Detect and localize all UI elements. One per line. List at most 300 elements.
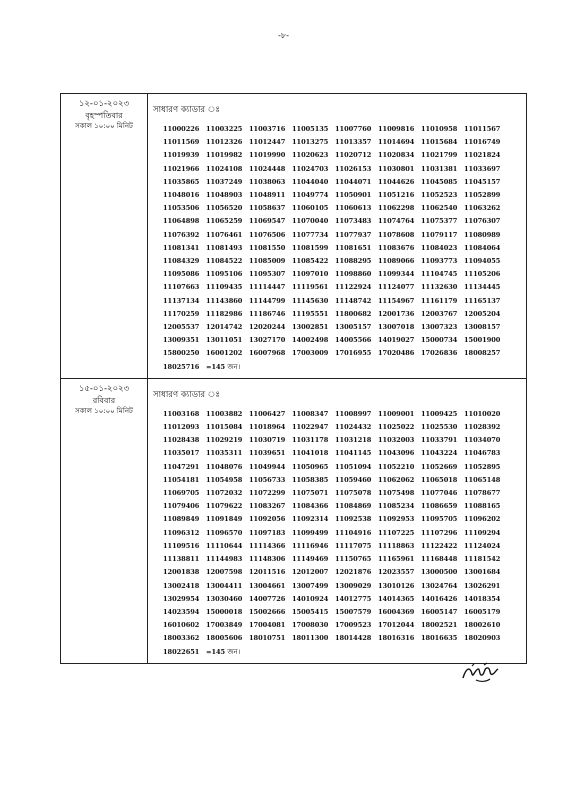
- roll-number: 11122422: [421, 541, 458, 550]
- roll-number: 17003849: [206, 621, 243, 630]
- roll-number: 18008257: [464, 349, 501, 358]
- roll-number: 11076461: [206, 230, 243, 239]
- roll-number: 11145630: [292, 296, 329, 305]
- roll-number: 11025530: [421, 423, 458, 432]
- roll-number: 12005537: [163, 323, 200, 332]
- roll-number: 13011051: [206, 336, 243, 345]
- roll-number: 11165137: [464, 296, 501, 305]
- roll-number: 15002666: [249, 607, 286, 616]
- roll-number: 11144983: [206, 555, 243, 564]
- roll-number: 11107296: [421, 528, 458, 537]
- roll-number: 11085234: [378, 502, 415, 511]
- roll-number: 11110644: [206, 541, 243, 550]
- roll-number: 11030801: [378, 164, 415, 173]
- roll-number: 11149469: [292, 555, 329, 564]
- roll-number: 13007499: [292, 581, 329, 590]
- roll-number: 11028438: [163, 436, 200, 445]
- roll-number: 18002610: [464, 621, 501, 630]
- session-time: সকাল ১০:০০ মিনিট: [75, 406, 133, 415]
- roll-number: 11083267: [249, 502, 286, 511]
- roll-number: 16004369: [378, 607, 415, 616]
- roll-number: 18005606: [206, 634, 243, 643]
- roll-number: 13029954: [163, 594, 200, 603]
- total-count: =145: [206, 647, 226, 656]
- roll-number: 11084366: [292, 502, 329, 511]
- roll-number: 14016426: [421, 594, 458, 603]
- roll-number: 11031218: [335, 436, 372, 445]
- roll-number: 14019027: [378, 336, 415, 345]
- roll-number-grid: [163, 123, 526, 374]
- roll-number: 13004661: [249, 581, 286, 590]
- roll-number: 11095106: [206, 270, 243, 279]
- roll-number: 18002521: [421, 621, 458, 630]
- roll-number: 11124024: [464, 541, 501, 550]
- roll-number: 12003767: [421, 309, 458, 318]
- roll-list-cell: [148, 94, 527, 379]
- roll-number: 11073483: [335, 217, 372, 226]
- roll-number: 11019982: [206, 151, 243, 160]
- roll-number: 11035017: [163, 449, 200, 458]
- roll-number: 11059460: [335, 475, 372, 484]
- total-suffix: জন।: [227, 362, 241, 371]
- roll-number: 11107225: [378, 528, 415, 537]
- roll-number: 11062062: [378, 475, 415, 484]
- roll-number: 11095705: [421, 515, 458, 524]
- roll-number: 11008347: [292, 409, 329, 418]
- roll-number: 11010020: [464, 409, 501, 418]
- roll-number: 16010602: [163, 621, 200, 630]
- roll-number: 11012447: [249, 138, 286, 147]
- session-row: [61, 94, 527, 379]
- session-date: ১২-০১-২০২৩: [78, 99, 130, 109]
- roll-number: 11051216: [378, 191, 415, 200]
- roll-number: 11168448: [421, 555, 458, 564]
- roll-number: 12011516: [249, 568, 286, 577]
- roll-number: 11044626: [378, 177, 415, 186]
- roll-number: 11086659: [421, 502, 458, 511]
- session-date: ১৫-০১-২০২৩: [78, 383, 130, 394]
- roll-number: 11144799: [249, 296, 286, 305]
- roll-number: 11024432: [335, 423, 372, 432]
- roll-number: 11148742: [335, 296, 372, 305]
- roll-number: 15000018: [206, 607, 243, 616]
- roll-number: 18011300: [292, 634, 329, 643]
- roll-number: 17003009: [292, 349, 329, 358]
- roll-number: 14005566: [335, 336, 372, 345]
- roll-number: 12023557: [378, 568, 415, 577]
- roll-number: 11092056: [249, 515, 286, 524]
- roll-number: 11097183: [249, 528, 286, 537]
- roll-number: 12001736: [378, 309, 415, 318]
- roll-number: 11024448: [249, 164, 286, 173]
- roll-number: 11078677: [464, 489, 501, 498]
- roll-number: 11047291: [163, 462, 200, 471]
- roll-number: 11181542: [464, 555, 501, 564]
- roll-number: 13002418: [163, 581, 200, 590]
- roll-number: 13008157: [464, 323, 501, 332]
- roll-number: 13026291: [464, 581, 501, 590]
- roll-number: 13007018: [378, 323, 415, 332]
- roll-number: 11134445: [464, 283, 501, 292]
- roll-number: 11097010: [292, 270, 329, 279]
- roll-number: 11096570: [206, 528, 243, 537]
- roll-number: 14012775: [335, 594, 372, 603]
- roll-number: 11104745: [421, 270, 458, 279]
- roll-number: 13024764: [421, 581, 458, 590]
- roll-number: 11117075: [335, 541, 372, 550]
- roll-number: 11170259: [163, 309, 200, 318]
- roll-number: 11045085: [421, 177, 458, 186]
- roll-number: 11019939: [163, 151, 200, 160]
- roll-number: 11014694: [378, 138, 415, 147]
- roll-number: 11124077: [378, 283, 415, 292]
- roll-number: 11096312: [163, 528, 200, 537]
- session-time: সকাল ১০:০০ মিনিট: [75, 122, 133, 130]
- roll-number: 11013275: [292, 138, 329, 147]
- roll-number: 11009001: [378, 409, 415, 418]
- roll-number: 11051094: [335, 462, 372, 471]
- roll-number: 11026153: [335, 164, 372, 173]
- roll-number: 11049774: [292, 191, 329, 200]
- roll-number: 11099499: [292, 528, 329, 537]
- roll-number: 12007598: [206, 568, 243, 577]
- roll-number: 11048016: [163, 191, 200, 200]
- roll-number: 11138811: [163, 555, 200, 564]
- roll-number: 17012044: [378, 621, 415, 630]
- roll-number: 11032003: [378, 436, 415, 445]
- roll-number: 12001838: [163, 568, 200, 577]
- roll-number: 11030719: [249, 436, 286, 445]
- roll-number: 11091849: [206, 515, 243, 524]
- roll-number: 11143860: [206, 296, 243, 305]
- roll-number: 13000500: [421, 568, 458, 577]
- roll-number: 13009029: [335, 581, 372, 590]
- roll-number: 11186746: [249, 309, 286, 318]
- exam-schedule-table: [60, 93, 527, 664]
- roll-number: 11064898: [163, 217, 200, 226]
- roll-number: 12021876: [335, 568, 372, 577]
- roll-number: 11019990: [249, 151, 286, 160]
- roll-number: 18022651: [163, 647, 200, 656]
- roll-number: 11048076: [206, 462, 243, 471]
- roll-number: 17020486: [378, 349, 415, 358]
- roll-number: 17026836: [421, 349, 458, 358]
- roll-number: 15800250: [163, 349, 200, 358]
- roll-number: 11089849: [163, 515, 200, 524]
- roll-number: 11070040: [292, 217, 329, 226]
- roll-number: 11013357: [335, 138, 372, 147]
- roll-number: 11148306: [249, 555, 286, 564]
- roll-number: 11075078: [335, 489, 372, 498]
- roll-number: 11077734: [292, 230, 329, 239]
- roll-number: 11009816: [378, 125, 415, 133]
- roll-number: 11092314: [292, 515, 329, 524]
- roll-number: 11015084: [206, 423, 243, 432]
- roll-number: 11062540: [421, 204, 458, 213]
- session-date-cell: [61, 94, 148, 379]
- roll-number: 11043096: [378, 449, 415, 458]
- roll-number: 11084522: [206, 257, 243, 266]
- roll-list-cell: [148, 378, 527, 663]
- roll-number: 11107663: [163, 283, 200, 292]
- roll-number: 11182986: [206, 309, 243, 318]
- roll-number: 12012007: [292, 568, 329, 577]
- roll-number: 11114366: [249, 541, 286, 550]
- roll-number: 11050965: [292, 462, 329, 471]
- roll-number: 11060105: [292, 204, 329, 213]
- roll-number: 11003168: [163, 409, 200, 418]
- roll-number: 13010126: [378, 581, 415, 590]
- roll-number: 13009351: [163, 336, 200, 345]
- roll-number: 15001900: [464, 336, 501, 345]
- roll-number: 11096202: [464, 515, 501, 524]
- roll-number: 13027170: [249, 336, 286, 345]
- roll-number: 11095086: [163, 270, 200, 279]
- signature: [460, 660, 500, 686]
- roll-number: 11150765: [335, 555, 372, 564]
- roll-number: 11132630: [421, 283, 458, 292]
- roll-number: 11093773: [421, 257, 458, 266]
- roll-number: 11085422: [292, 257, 329, 266]
- roll-number: 11025022: [378, 423, 415, 432]
- roll-number: 11041018: [292, 449, 329, 458]
- roll-number: 11053506: [163, 204, 200, 213]
- roll-number: 11076506: [249, 230, 286, 239]
- roll-number: 11029219: [206, 436, 243, 445]
- roll-number: 11038063: [249, 177, 286, 186]
- roll-number: 11084329: [163, 257, 200, 266]
- roll-number: 13004411: [206, 581, 243, 590]
- roll-number: 11020712: [335, 151, 372, 160]
- cadre-title: সাধারণ ক্যাডার ঃ: [153, 389, 220, 400]
- roll-number: 11075071: [292, 489, 329, 498]
- roll-number: 11045157: [464, 177, 501, 186]
- roll-number: 11016749: [464, 138, 501, 147]
- roll-number: 18025716: [163, 362, 200, 371]
- roll-number: 11095307: [249, 270, 286, 279]
- roll-number: 15005415: [292, 607, 329, 616]
- roll-number: 11109516: [163, 541, 200, 550]
- roll-number: 11031381: [421, 164, 458, 173]
- roll-number: 11018964: [249, 423, 286, 432]
- roll-number: 11006427: [249, 409, 286, 418]
- roll-number: 11088295: [335, 257, 372, 266]
- roll-number: 12005204: [464, 309, 501, 318]
- roll-number: 11079622: [206, 502, 243, 511]
- roll-number: 11137134: [163, 296, 200, 305]
- roll-number: 11011569: [163, 138, 200, 147]
- roll-number: 11048911: [249, 191, 286, 200]
- candidate-total: [206, 646, 249, 659]
- roll-number: 11078608: [378, 230, 415, 239]
- roll-number: 11044071: [335, 177, 372, 186]
- roll-number: 17009523: [335, 621, 372, 630]
- roll-number: 11084023: [421, 243, 458, 252]
- roll-number: 11058385: [292, 475, 329, 484]
- roll-number: 11024108: [206, 164, 243, 173]
- roll-number: 11012093: [163, 423, 200, 432]
- roll-number: 11094055: [464, 257, 501, 266]
- roll-number: 11098860: [335, 270, 372, 279]
- roll-number: 11003716: [249, 125, 286, 133]
- roll-number: 18010751: [249, 634, 286, 643]
- roll-number: 11072032: [206, 489, 243, 498]
- session-weekday: রবিবার: [92, 395, 116, 405]
- roll-number: 17008030: [292, 621, 329, 630]
- roll-number: 11092953: [378, 515, 415, 524]
- roll-number: 11010958: [421, 125, 458, 133]
- roll-number: 11000226: [163, 125, 200, 133]
- roll-number: 11109294: [464, 528, 501, 537]
- roll-number: 11044040: [292, 177, 329, 186]
- roll-number: 11105206: [464, 270, 501, 279]
- roll-number: 11056520: [206, 204, 243, 213]
- total-suffix: জন।: [227, 647, 241, 656]
- roll-number: 11052523: [421, 191, 458, 200]
- roll-number: 11079406: [163, 502, 200, 511]
- roll-number: 11114447: [249, 283, 286, 292]
- roll-number: 11069705: [163, 489, 200, 498]
- roll-number: 11033791: [421, 436, 458, 445]
- roll-number: 11021799: [421, 151, 458, 160]
- roll-number: 11052210: [378, 462, 415, 471]
- roll-number: 11099344: [378, 270, 415, 279]
- roll-number: 11085009: [249, 257, 286, 266]
- roll-number: 11083676: [378, 243, 415, 252]
- roll-number: 11065259: [206, 217, 243, 226]
- roll-number: 11020834: [378, 151, 415, 160]
- roll-number: 11003882: [206, 409, 243, 418]
- roll-number: 11104916: [335, 528, 372, 537]
- roll-number: 11081341: [163, 243, 200, 252]
- roll-number: 11195551: [292, 309, 329, 318]
- roll-number: 11046783: [464, 449, 501, 458]
- session-row: [61, 378, 527, 663]
- roll-number: 11154967: [378, 296, 415, 305]
- roll-number: 17004081: [249, 621, 286, 630]
- roll-number: 11084064: [464, 243, 501, 252]
- roll-number: 18020903: [464, 634, 501, 643]
- roll-number: 11076392: [163, 230, 200, 239]
- roll-number: 11109435: [206, 283, 243, 292]
- roll-number: 11028392: [464, 423, 501, 432]
- roll-number: 11076307: [464, 217, 501, 226]
- total-count: =145: [206, 362, 226, 371]
- roll-number: 16005179: [464, 607, 501, 616]
- roll-number: 11039651: [249, 449, 286, 458]
- roll-number: 13030460: [206, 594, 243, 603]
- roll-number: 11054958: [206, 475, 243, 484]
- roll-number: 11035311: [206, 449, 243, 458]
- roll-number: 11041145: [335, 449, 372, 458]
- roll-number: 14018354: [464, 594, 501, 603]
- roll-number: 11021824: [464, 151, 501, 160]
- roll-number: 11052669: [421, 462, 458, 471]
- roll-number: 11003225: [206, 125, 243, 133]
- roll-number: 11052899: [464, 191, 501, 200]
- roll-number: 11075377: [421, 217, 458, 226]
- roll-number: 11088165: [464, 502, 501, 511]
- roll-number: 11077937: [335, 230, 372, 239]
- roll-number: 14002498: [292, 336, 329, 345]
- roll-number: 12014742: [206, 323, 243, 332]
- candidate-total: [206, 361, 249, 374]
- roll-number: 17016955: [335, 349, 372, 358]
- roll-number: 16005147: [421, 607, 458, 616]
- roll-number: 11058637: [249, 204, 286, 213]
- roll-number: 11007760: [335, 125, 372, 133]
- roll-number: 14007726: [249, 594, 286, 603]
- roll-number: 11050901: [335, 191, 372, 200]
- roll-number: 11052895: [464, 462, 501, 471]
- roll-number: 18014428: [335, 634, 372, 643]
- roll-number: 18016316: [378, 634, 415, 643]
- roll-number: 11080989: [464, 230, 501, 239]
- roll-number: 13001684: [464, 568, 501, 577]
- roll-number-grid: [163, 408, 526, 659]
- roll-number: 16007968: [249, 349, 286, 358]
- roll-number: 11069547: [249, 217, 286, 226]
- roll-number: 11063262: [464, 204, 501, 213]
- roll-number: 18016635: [421, 634, 458, 643]
- roll-number: 11119561: [292, 283, 329, 292]
- roll-number: 11031178: [292, 436, 329, 445]
- roll-number: 14023594: [163, 607, 200, 616]
- roll-number: 11077046: [421, 489, 458, 498]
- roll-number: 14010924: [292, 594, 329, 603]
- roll-number: 11074764: [378, 217, 415, 226]
- roll-number: 13005157: [335, 323, 372, 332]
- roll-number: 11022947: [292, 423, 329, 432]
- roll-number: 11034070: [464, 436, 501, 445]
- roll-number: 11005135: [292, 125, 329, 133]
- roll-number: 11054181: [163, 475, 200, 484]
- roll-number: 16001202: [206, 349, 243, 358]
- session-date-cell: [61, 378, 148, 663]
- roll-number: 11012326: [206, 138, 243, 147]
- roll-number: 12020244: [249, 323, 286, 332]
- roll-number: 11081493: [206, 243, 243, 252]
- roll-number: 11089066: [378, 257, 415, 266]
- roll-number: 11072299: [249, 489, 286, 498]
- page-number: -৮-: [278, 31, 289, 40]
- roll-number: 11033697: [464, 164, 501, 173]
- roll-number: 11056733: [249, 475, 286, 484]
- roll-number: 11161179: [421, 296, 458, 305]
- roll-number: 11065018: [421, 475, 458, 484]
- roll-number: 14014365: [378, 594, 415, 603]
- roll-number: 11037249: [206, 177, 243, 186]
- roll-number: 11008997: [335, 409, 372, 418]
- roll-number: 11081550: [249, 243, 286, 252]
- roll-number: 11075498: [378, 489, 415, 498]
- cadre-title: সাধারণ ক্যাডার ঃ: [153, 105, 220, 115]
- roll-number: 13002851: [292, 323, 329, 332]
- roll-number: 11024703: [292, 164, 329, 173]
- roll-number: 11043224: [421, 449, 458, 458]
- roll-number: 11060613: [335, 204, 372, 213]
- roll-number: 18003362: [163, 634, 200, 643]
- roll-number: 11122924: [335, 283, 372, 292]
- roll-number: 11020623: [292, 151, 329, 160]
- roll-number: 11084869: [335, 502, 372, 511]
- session-weekday: বৃহস্পতিবার: [85, 111, 123, 120]
- roll-number: 11062298: [378, 204, 415, 213]
- roll-number: 11079117: [421, 230, 458, 239]
- roll-number: 11800682: [335, 309, 372, 318]
- roll-number: 11116946: [292, 541, 329, 550]
- roll-number: 11081651: [335, 243, 372, 252]
